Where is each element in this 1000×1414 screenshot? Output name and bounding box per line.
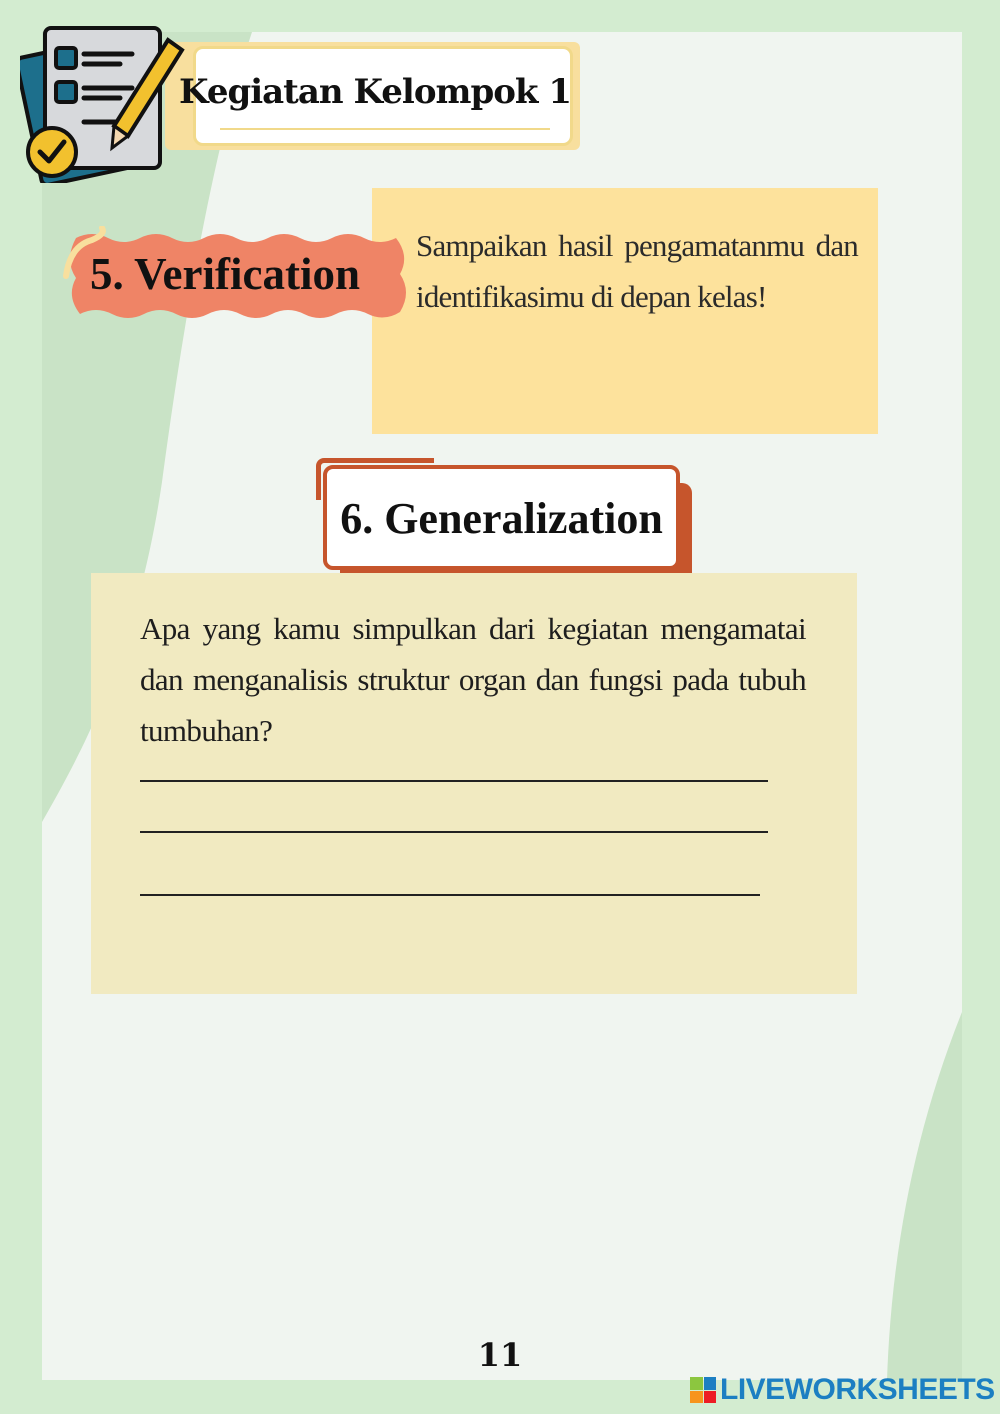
checklist-pencil-icon — [20, 18, 185, 183]
verification-note — [372, 188, 878, 434]
brand-name: LIVEWORKSHEETS — [720, 1373, 995, 1406]
answer-line[interactable] — [140, 780, 768, 782]
generalization-question: Apa yang kamu simpulkan dari kegiatan mengamatai dan menganalisis struktur organ dan fungsi pada tubuh tumbuhan? — [140, 611, 806, 748]
generalization-note — [91, 573, 857, 994]
page-number: 11 — [477, 1336, 523, 1374]
answer-line[interactable] — [140, 831, 768, 833]
title-underline — [220, 128, 550, 130]
answer-line[interactable] — [140, 894, 760, 896]
liveworksheets-brand[interactable] — [690, 1373, 995, 1407]
verification-heading: 5. Verification — [90, 249, 360, 299]
liveworksheets-logo-icon — [690, 1377, 716, 1403]
generalization-heading: 6. Generalization — [340, 494, 663, 543]
verification-instruction: Sampaikan hasil pengamatanmu dan identifikasimu di depan kelas! — [416, 228, 858, 314]
page-title: Kegiatan Kelompok 1 — [179, 72, 571, 112]
